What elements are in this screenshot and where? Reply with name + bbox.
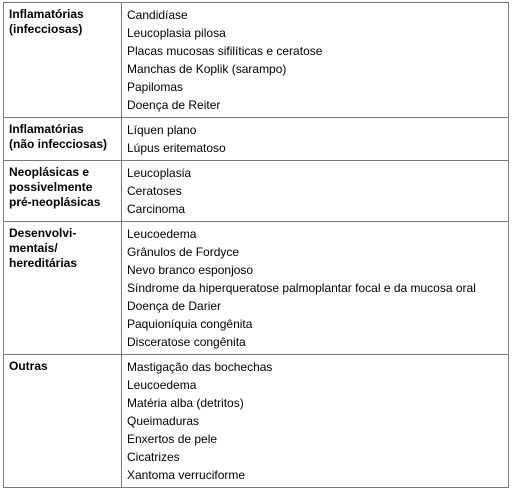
category-label-line: Inflamatórias <box>9 122 84 136</box>
table-row <box>4 118 509 161</box>
items-cell <box>122 222 509 355</box>
category-label-line: possivelmente <box>9 180 93 194</box>
list-item: Nevo branco esponjoso <box>127 263 254 277</box>
category-label-line: pré-neoplásicas <box>9 195 101 209</box>
items-cell <box>122 355 509 488</box>
list-item: Enxertos de pele <box>127 432 218 446</box>
list-item: Papilomas <box>127 80 184 94</box>
list-item: Matéria alba (detritos) <box>127 396 244 410</box>
table-body <box>4 3 509 488</box>
category-label-line: Inflamatórias <box>9 7 84 21</box>
category-label-line: Outras <box>9 359 48 373</box>
items-cell <box>122 161 509 222</box>
table-row <box>4 3 509 118</box>
list-item: Carcinoma <box>127 202 186 216</box>
category-cell <box>4 222 122 355</box>
list-item: Doença de Darier <box>127 299 222 313</box>
table-row <box>4 355 509 488</box>
category-cell <box>4 3 122 118</box>
list-item: Placas mucosas sifilíticas e ceratose <box>127 44 323 58</box>
category-cell <box>4 161 122 222</box>
category-label-line: (infecciosas) <box>9 22 83 36</box>
category-label-line: Desenvolvi- <box>9 226 77 240</box>
list-item: Leucoplasia pilosa <box>127 26 226 40</box>
items-cell <box>122 118 509 161</box>
category-cell <box>4 355 122 488</box>
category-cell <box>4 118 122 161</box>
list-item: Síndrome da hiperqueratose palmoplantar focal e da mucosa oral <box>127 281 476 295</box>
list-item: Queimaduras <box>127 414 200 428</box>
list-item: Líquen plano <box>127 123 197 137</box>
category-label-line: mentais/ <box>9 241 58 255</box>
list-item: Grânulos de Fordyce <box>127 245 240 259</box>
category-label-line: (não infecciosas) <box>9 137 108 151</box>
list-item: Leucoedema <box>127 378 197 392</box>
list-item: Paquioníquia congênita <box>127 317 253 331</box>
list-item: Disceratose congênita <box>127 335 246 349</box>
list-item: Manchas de Koplik (sarampo) <box>127 62 287 76</box>
list-item: Doença de Reiter <box>127 98 221 112</box>
table-row <box>4 161 509 222</box>
list-item: Ceratoses <box>127 184 182 198</box>
list-item: Leucoplasia <box>127 166 192 180</box>
category-label-line: hereditárias <box>9 256 78 270</box>
category-label-line: Neoplásicas e <box>9 165 90 179</box>
list-item: Mastigação das bochechas <box>127 360 273 374</box>
lesions-table <box>3 2 509 488</box>
table-row <box>4 222 509 355</box>
list-item: Candidíase <box>127 8 188 22</box>
list-item: Cicatrizes <box>127 450 180 464</box>
list-item: Leucoedema <box>127 227 197 241</box>
items-cell <box>122 3 509 118</box>
list-item: Lúpus eritematoso <box>127 141 226 155</box>
list-item: Xantoma verruciforme <box>127 468 246 482</box>
